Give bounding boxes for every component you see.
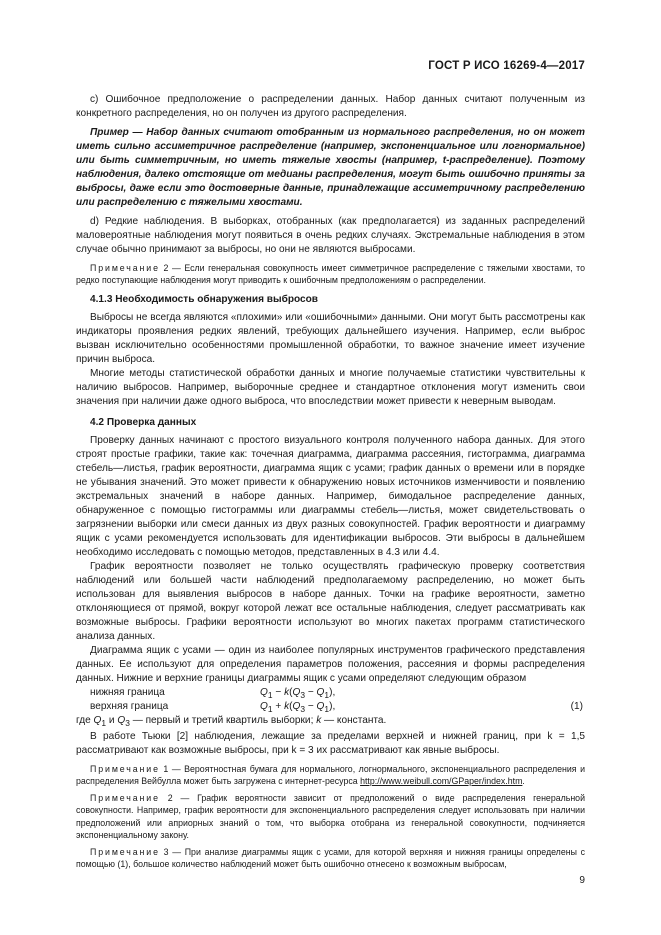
note-1-probability-paper — [76, 763, 585, 787]
note-label: Примечание — [90, 263, 160, 273]
formula-upper-label: верхняя граница — [90, 701, 169, 713]
paragraph-d: d) Редкие наблюдения. В выборках, отобранных (как предполагается) из заданных распределений маловероятные наблюдения могут появиться в очень редких случаях. Экстремальные наблюдения в этом случае обычно принимают за выбросы, но они не являются выбросами. — [76, 216, 585, 255]
note-label: Примечание — [90, 793, 160, 804]
formula-lower-label: нижняя граница — [90, 687, 165, 699]
weibull-link[interactable]: http://www.weibull.com/GPaper/index.htm — [360, 776, 523, 787]
formula-lower-bound — [76, 686, 585, 700]
where-prefix: где — [76, 715, 94, 727]
section-4-1-3-p1: Выбросы не всегда являются «плохими» или «ошибочными» данными. Они могут быть рассмотрены как индикаторы проявления редких явлений, требующих дальнейшего изучения. Например, если выброс вызван исключительно особенностями промышленной обработки, то важное значение имеет изучение причин выброса. — [76, 312, 585, 366]
note-text: 2 — График вероятности зависит от предположений о виде распределения генеральной совокупности. Например, график вероятности для экспоненциального распределения следует использовать при наличии предположений или априорных знаний о том, что выборка отобрана из генеральной совокупности, подчиняется экспоненциальному закону. — [76, 793, 585, 840]
where-suffix: — константа. — [321, 715, 387, 727]
formula-number: (1) — [570, 701, 583, 713]
formula-where: где $Q_1$ и $Q_3$ — первый и третий квартиль выборки; k — константа. — [76, 715, 387, 729]
example-paragraph: Пример — Набор данных считают отобранным из нормального распределения, но он может иметь сильно ассиметричное распределение (например, экспоненциальное или логнормальное) или быть симметричным, но иметь тяжелые хвосты (например, t-распределение). Поэтому наблюдения, далеко отстоящие от медианы распределения, могут быть ошибочно приняты за выбросы, даже если это достоверные данные, принадлежащие ассиметричному распределению или распределению с тяжелыми хвостами. — [76, 127, 585, 208]
section-4-1-3-p2: Многие методы статистической обработки данных и многие получаемые статистики чувствительны к наличию выбросов. Например, выборочные среднее и стандартное отклонения могут изменить свои значения при наличии даже одного выброса, что впоследствии может привести к неверным выводам. — [76, 368, 585, 408]
note-text: 2 — Если генеральная совокупность имеет симметричное распределение с тяжелыми хвостами, то редко поступающие наблюдения могут приводить к ошибочным предположениям о распределении. — [76, 263, 585, 286]
formula-upper-expression: $Q_1 + k(Q_3 - Q_1)$, — [260, 701, 336, 715]
section-4-2-title: 4.2 Проверка данных — [90, 417, 197, 429]
note-text: 1 — Вероятностная бумага для нормального, логнормального, экспоненциального распределения и распределения Вейбулла может быть загружена с интернет-ресурса — [76, 764, 585, 787]
note-2-probability-plot — [76, 792, 585, 840]
where-mid: — первый и третий квартиль выборки; — [129, 715, 317, 727]
note-3-boxplot — [76, 846, 585, 870]
page-content — [76, 93, 585, 870]
section-4-2-p2: График вероятности позволяет не только осуществлять графическую проверку соответствия наблюдений или большей части наблюдений предполагаемому распределению, но может быть использован для выявления выбросов в наборе данных. Точки на графике вероятности, заметно отклоняющиеся от прямой, вокруг которой лежат все остальные наблюдения, следует рассматривать как возможные выбросы. Графики вероятности используют во многих пакетах программ статистического анализа данных. — [76, 561, 585, 643]
formula-lower-expression: $Q_1 - k(Q_3 - Q_1)$, — [260, 687, 336, 701]
note-label: Примечание — [90, 846, 160, 857]
section-4-2-p1: Проверку данных начинают с простого визуального контроля полученного набора данных. Для этого строят простые графики, такие как: точечная диаграмма, диаграмма рассеяния, гистограмма, диаграмма стебель—листья, график вероятности, диаграмма ящик с усами; график данных о времени или в порядке не убывания значений. Это может привести к обнаружению новых источников изменчивости и появлению экстремальных значений в наборе данных. Например, бимодальное распределение данных, обнаруженное с помощью гистограммы или диаграммы стебель—листья, может свидетельствовать о загрязнении выборки или смеси данных из двух разных совокупностей. График вероятности и диаграмму ящик с усами рекомендуется использовать для идентификации выбросов. Эти выбросы в дальнейшем необходимо исследовать с помощью методов, представленных в 4.3 или 4.4. — [76, 435, 585, 559]
standard-header: ГОСТ Р ИСО 16269-4—2017 — [428, 60, 585, 72]
note-2-distribution — [76, 262, 585, 286]
section-4-2-p4: В работе Тьюки [2] наблюдения, лежащие за пределами верхней и нижней границ, при k = 1,5 рассматривают как возможные выбросы, при k = 3 их рассматривают как явные выбросы. — [76, 731, 585, 757]
page-number: 9 — [579, 875, 585, 886]
note-text: 3 — При анализе диаграммы ящик с усами, для которой верхняя и нижняя границы определены с помощью (1), большое количество наблюдений может быть ошибочно отнесено к возможным выбросам, — [76, 846, 585, 869]
paragraph-c: c) Ошибочное предположение о распределении данных. Набор данных считают полученным из конкретного распределения, но он получен из другого распределения. — [76, 94, 585, 119]
section-4-1-3-title: 4.1.3 Необходимость обнаружения выбросов — [90, 294, 319, 306]
note-text-end: . — [522, 776, 525, 787]
section-4-2-p3: Диаграмма ящик с усами — один из наиболее популярных инструментов графического представления данных. Ее используют для определения параметров положения, рассеяния и формы распределения данных. Нижние и верхние границы диаграммы ящик с усами определяют следующим образом — [76, 645, 585, 685]
note-label: Примечание — [90, 764, 160, 775]
formula-upper-bound — [76, 700, 585, 714]
